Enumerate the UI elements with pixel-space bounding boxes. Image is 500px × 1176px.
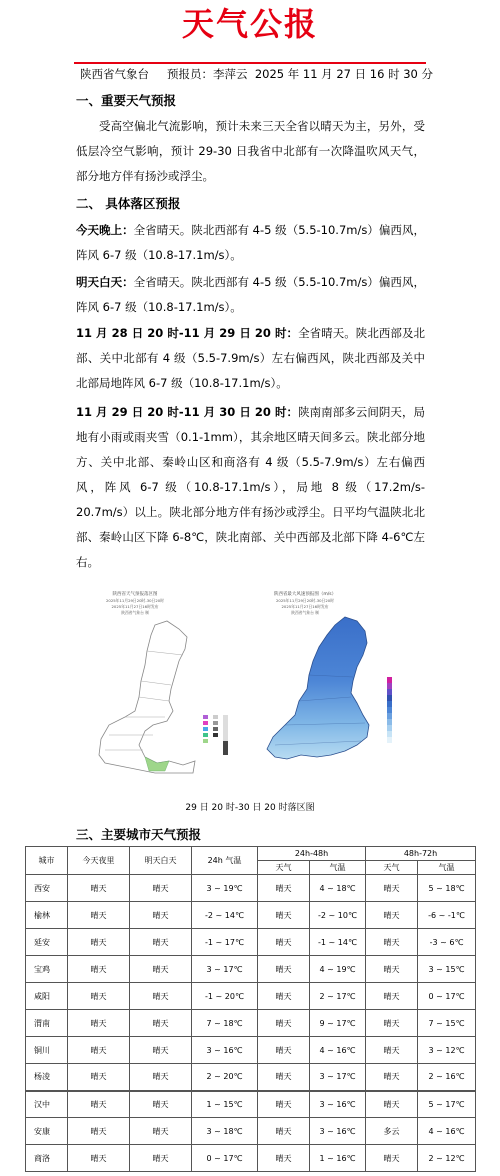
cell-t72: 3 ~ 15℃ [418,956,476,983]
right-map-title: 陕西省最大风速预报图（m/s） [273,592,337,597]
section2-heading: 二、 具体落区预报 [76,196,181,211]
cell-t24: 0 ~ 17℃ [192,1145,258,1172]
cell-tonight: 晴天 [68,929,130,956]
cell-t72: 0 ~ 17℃ [418,983,476,1010]
forecaster: 预报员：李萍云 [167,67,248,81]
cell-w48: 晴天 [258,1145,310,1172]
cell-w48: 晴天 [258,1118,310,1145]
left-map-rain-area [145,757,169,771]
forecast-maps [95,585,415,775]
cell-tomorrow: 晴天 [130,956,192,983]
forecast-29-30 [76,400,425,575]
table-row [26,1037,476,1064]
cell-t24: 3 ~ 19℃ [192,875,258,902]
cell-w48: 晴天 [258,983,310,1010]
forecast-28-29 [76,321,425,396]
table-row [26,956,476,983]
forecast-tonight [76,218,425,268]
cell-city: 杨凌 [26,1064,68,1091]
table-row [26,1064,476,1091]
map-caption: 29 日 20 时-30 日 20 时落区图 [185,803,315,813]
cell-city: 渭南 [26,1010,68,1037]
header-weather: 天气 [258,861,310,875]
issuer-org: 陕西省气象台 [80,67,149,81]
cell-w48: 晴天 [258,902,310,929]
cell-city: 安康 [26,1118,68,1145]
header-48-72: 48h-72h [366,847,476,861]
cell-t24: 7 ~ 18℃ [192,1010,258,1037]
cell-w72: 晴天 [366,929,418,956]
left-map-title: 陕西省天气预报落区图 [112,592,158,597]
table-row [26,1010,476,1037]
table-row [26,875,476,902]
cell-t48: 4 ~ 19℃ [310,956,366,983]
cell-tonight: 晴天 [68,1037,130,1064]
cell-city: 汉中 [26,1091,68,1118]
cell-w72: 晴天 [366,1064,418,1091]
cell-w72: 晴天 [366,875,418,902]
cell-tonight: 晴天 [68,1118,130,1145]
cell-w72: 晴天 [366,902,418,929]
cell-t72: -6 ~ -1℃ [418,902,476,929]
cell-t24: -1 ~ 20℃ [192,983,258,1010]
cell-tomorrow: 晴天 [130,1118,192,1145]
cell-t24: 3 ~ 16℃ [192,1037,258,1064]
left-map-maker: 陕西省气象台 制 [121,610,149,615]
cell-t72: -3 ~ 6℃ [418,929,476,956]
cell-t48: 9 ~ 17℃ [310,1010,366,1037]
cell-tomorrow: 晴天 [130,929,192,956]
right-map-maker: 陕西省气象台 制 [291,610,319,615]
city-forecast-table [25,846,476,1172]
cell-tomorrow: 晴天 [130,1037,192,1064]
cell-tomorrow: 晴天 [130,902,192,929]
header-weather: 天气 [366,861,418,875]
cell-t24: 1 ~ 15℃ [192,1091,258,1118]
table-row [26,1118,476,1145]
cell-w72: 晴天 [366,1037,418,1064]
cell-city: 延安 [26,929,68,956]
cell-city: 宝鸡 [26,956,68,983]
cell-t24: -1 ~ 17℃ [192,929,258,956]
forecast-label: 明天白天： [76,275,134,289]
cell-t72: 3 ~ 12℃ [418,1037,476,1064]
forecast-label: 11 月 28 日 20 时-11 月 29 日 20 时： [76,326,299,340]
table-row [26,929,476,956]
cell-tomorrow: 晴天 [130,875,192,902]
table-row [26,902,476,929]
cell-w48: 晴天 [258,1010,310,1037]
forecast-text: 全省晴天。陕北西部有 4-5 级（5.5-10.7m/s）偏西风，阵风 6-7 级（10.8-17.1m/s）。 [76,275,425,314]
right-map-issued: 2025年11月27日16时发布 [281,604,329,609]
right-map-province [267,617,369,759]
cell-tomorrow: 晴天 [130,1064,192,1091]
section1-text: 受高空偏北气流影响，预计未来三天全省以晴天为主，另外，受低层冷空气影响，预计 29-30 日我省中北部有一次降温吹风天气，部分地方伴有扬沙或浮尘。 [76,119,425,183]
forecast-text: 陕南南部多云间阴天，局地有小雨或雨夹雪（0.1-1mm），其余地区晴天间多云。陕北部分地方、关中北部、秦岭山区和商洛有 4 级（5.5-7.9m/s）左右偏西风，阵风 6-7 级（10.8-17.1m/s），局地 8 级（17.2m/s-20.7m/s）以上。陕北部分地方伴有扬沙或浮尘。日平均气温陕北北部、秦岭山区下降 6-8℃，陕北南部、关中西部及北部下降 4-6℃左右。 [76,405,425,569]
header-24-48: 24h-48h [258,847,366,861]
cell-w48: 晴天 [258,1091,310,1118]
right-map-period: 2025年11月29日20时-30日20时 [276,598,334,603]
cell-t72: 5 ~ 17℃ [418,1091,476,1118]
table-row [26,1091,476,1118]
cell-w72: 晴天 [366,1010,418,1037]
cell-w72: 晴天 [366,1145,418,1172]
section3-heading: 三、主要城市天气预报 [76,827,202,842]
issue-time: 2025 年 11 月 27 日 16 时 30 分 [254,67,434,81]
cell-t24: 2 ~ 20℃ [192,1064,258,1091]
cell-tomorrow: 晴天 [130,983,192,1010]
cell-tonight: 晴天 [68,983,130,1010]
cell-t48: 4 ~ 16℃ [310,1037,366,1064]
cell-tonight: 晴天 [68,875,130,902]
cell-t72: 7 ~ 15℃ [418,1010,476,1037]
cell-city: 咸阳 [26,983,68,1010]
cell-w72: 晴天 [366,983,418,1010]
cell-tonight: 晴天 [68,1064,130,1091]
cell-t48: 2 ~ 17℃ [310,983,366,1010]
cell-t24: 3 ~ 18℃ [192,1118,258,1145]
cell-tonight: 晴天 [68,1145,130,1172]
forecast-text: 全省晴天。陕北西部有 4-5 级（5.5-10.7m/s）偏西风，阵风 6-7 级（10.8-17.1m/s）。 [76,223,425,262]
cell-t72: 5 ~ 18℃ [418,875,476,902]
section1-heading: 一、重要天气预报 [76,93,177,108]
cell-t48: 4 ~ 18℃ [310,875,366,902]
cell-t48: -1 ~ 14℃ [310,929,366,956]
header-temp24: 24h 气温 [192,847,258,875]
cell-t72: 4 ~ 16℃ [418,1118,476,1145]
cell-city: 铜川 [26,1037,68,1064]
cell-t48: 3 ~ 16℃ [310,1118,366,1145]
cell-city: 西安 [26,875,68,902]
forecast-label: 今天晚上： [76,223,134,237]
cell-t24: 3 ~ 17℃ [192,956,258,983]
cell-w48: 晴天 [258,1064,310,1091]
forecast-label: 11 月 29 日 20 时-11 月 30 日 20 时： [76,405,299,419]
right-map-scale [387,677,392,743]
cell-w72: 多云 [366,1118,418,1145]
cell-t24: -2 ~ 14℃ [192,902,258,929]
header-city: 城市 [26,847,68,875]
header-tonight: 今天夜里 [68,847,130,875]
table-row [26,1145,476,1172]
cell-t72: 2 ~ 12℃ [418,1145,476,1172]
cell-w72: 晴天 [366,1091,418,1118]
cell-w72: 晴天 [366,956,418,983]
header-temp: 气温 [310,861,366,875]
cell-tomorrow: 晴天 [130,1091,192,1118]
cell-t48: 1 ~ 16℃ [310,1145,366,1172]
cell-city: 商洛 [26,1145,68,1172]
header-temp: 气温 [418,861,476,875]
cell-tonight: 晴天 [68,956,130,983]
bulletin-title: 天气公报 [181,5,318,43]
left-map-issued: 2025年11月27日16时发布 [111,604,159,609]
title-divider [74,62,426,64]
cell-t72: 2 ~ 16℃ [418,1064,476,1091]
left-map-legend [203,715,228,755]
cell-tonight: 晴天 [68,1091,130,1118]
cell-t48: 3 ~ 17℃ [310,1064,366,1091]
cell-tonight: 晴天 [68,902,130,929]
cell-tonight: 晴天 [68,1010,130,1037]
cell-tomorrow: 晴天 [130,1010,192,1037]
cell-w48: 晴天 [258,875,310,902]
cell-w48: 晴天 [258,1037,310,1064]
forecast-text: 全省晴天。陕北西部及北部、关中北部有 4 级（5.5-7.9m/s）左右偏西风，陕北西部及关中北部局地阵风 6-7 级（10.8-17.1m/s）。 [76,326,425,390]
cell-w48: 晴天 [258,929,310,956]
forecast-tomorrow [76,270,425,320]
cell-tomorrow: 晴天 [130,1145,192,1172]
issuer-line [80,66,434,82]
cell-city: 榆林 [26,902,68,929]
left-map-period: 2025年11月29日20时-30日20时 [106,598,164,603]
header-tomorrow: 明天白天 [130,847,192,875]
cell-t48: 3 ~ 16℃ [310,1091,366,1118]
cell-t48: -2 ~ 10℃ [310,902,366,929]
table-row [26,983,476,1010]
cell-w48: 晴天 [258,956,310,983]
